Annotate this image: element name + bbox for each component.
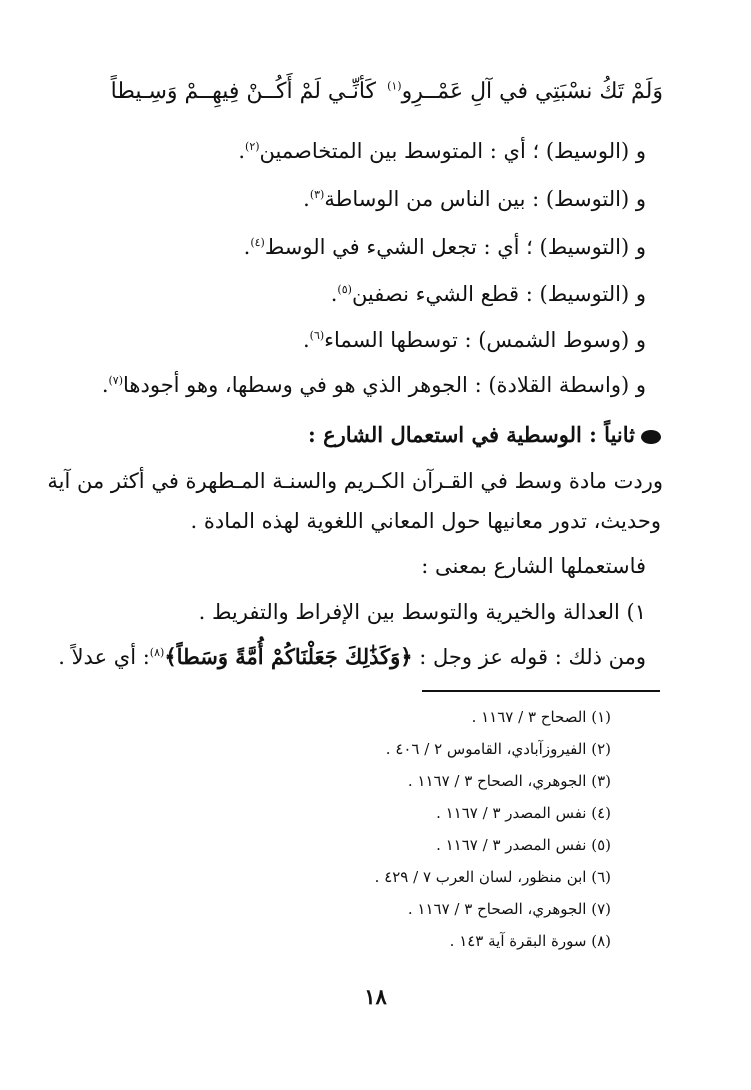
poem-right-text: كَأنِّـي لَمْ أَكُــنْ فِيهِــمْ وَسِـيطاً — [110, 79, 376, 104]
footnote-ref-5: (٥) — [337, 283, 352, 296]
definition-end: . — [101, 373, 109, 397]
footnote-6: (٦) ابن منظور، لسان العرب ٧ / ٤٢٩ . — [374, 868, 611, 886]
definition-line-1 — [238, 138, 646, 165]
usage-intro — [421, 553, 646, 580]
definition-end: . — [330, 282, 338, 306]
section-heading — [308, 421, 661, 449]
quote-prefix: ومن ذلك : قوله عز وجل : — [419, 645, 646, 669]
footnote-ref-4: (٤) — [250, 236, 265, 249]
quran-quote-line — [58, 643, 646, 671]
list-item-1 — [199, 599, 646, 626]
footnote-5: (٥) نفس المصدر ٣ / ١١٦٧ . — [436, 836, 611, 854]
poem-left-text: وَلَمْ تَكُ نسْبَتِي في آلِ عَمْــرِو — [401, 79, 663, 104]
footnote-2: (٢) الفيروزآبادي، القاموس ٢ / ٤٠٦ . — [385, 740, 611, 758]
poem-left-hemistich — [387, 78, 663, 107]
footnote-1: (١) الصحاح ٣ / ١١٦٧ . — [471, 708, 611, 726]
footnote-ref-2: (٢) — [245, 140, 260, 153]
definition-line-2 — [303, 186, 646, 213]
definition-end: . — [238, 139, 246, 163]
definition-end: . — [303, 187, 310, 211]
definition-line-3 — [244, 234, 646, 261]
paragraph-line-2-text: وحديث، تدور معانيها حول المعاني اللغوية لهذه المادة . — [190, 509, 661, 533]
footnote-ref-1: (١) — [387, 79, 402, 93]
paragraph-line-1: وردت مادة وسط في القـرآن الكـريم والسنـة المـطهرة في أكثر من آية — [47, 469, 663, 493]
section-heading-text: ثانياً : الوسطية في استعمال الشارع : — [308, 422, 635, 447]
definition-line-6 — [102, 372, 646, 399]
paragraph-line-2 — [191, 508, 662, 535]
quran-verse: ﴿وَكَذَٰلِكَ جَعَلْنَاكُمْ أُمَّةً وَسَطاً﴾ — [164, 644, 413, 669]
usage-intro-text: فاستعملها الشارع بمعنى : — [421, 554, 646, 578]
definition-line-5 — [303, 327, 646, 354]
footnote-ref-3: (٣) — [309, 188, 325, 201]
footnote-8: (٨) سورة البقرة آية ١٤٣ . — [449, 932, 611, 950]
footnote-ref-8: (٨) — [149, 646, 165, 659]
bullet-dot-icon — [641, 430, 661, 444]
definition-line-4 — [331, 281, 646, 308]
definition-text: و (التوسط) : بين الناس من الوساطة — [324, 187, 646, 211]
footnote-4: (٤) نفس المصدر ٣ / ١١٦٧ . — [436, 804, 611, 822]
definition-end: . — [302, 328, 310, 352]
footnote-divider — [422, 690, 660, 692]
definition-text: و (الوسيط) ؛ أي : المتوسط بين المتخاصمين — [259, 139, 646, 163]
definition-text: و (واسطة القلادة) : الجوهر الذي هو في وسطها، وهو أجودها — [123, 373, 646, 397]
footnote-7: (٧) الجوهري، الصحاح ٣ / ١١٦٧ . — [407, 900, 611, 918]
definition-end: . — [243, 235, 251, 259]
list-item-1-text: ١) العدالة والخيرية والتوسط بين الإفراط والتفريط . — [198, 600, 646, 624]
definition-text: و (وسوط الشمس) : توسطها السماء — [324, 328, 646, 352]
footnote-ref-6: (٦) — [309, 329, 325, 342]
page-number: ١٨ — [364, 984, 387, 1009]
definition-text: و (التوسيط) : قطع الشيء نصفين — [351, 282, 646, 306]
poem-right-hemistich — [111, 78, 376, 107]
footnote-3: (٣) الجوهري، الصحاح ٣ / ١١٦٧ . — [407, 772, 611, 790]
quote-suffix: : أي عدلاً . — [58, 645, 150, 669]
definition-text: و (التوسيط) ؛ أي : تجعل الشيء في الوسط — [264, 235, 646, 259]
footnote-ref-7: (٧) — [108, 374, 124, 387]
